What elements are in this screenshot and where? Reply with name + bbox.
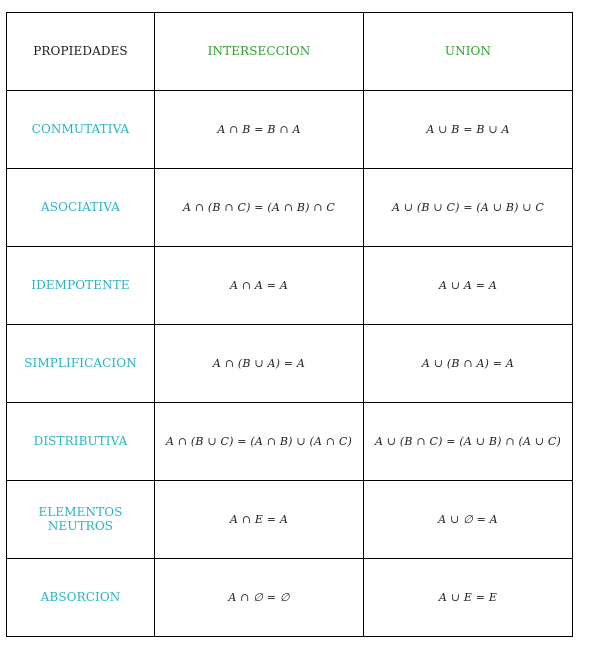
header-cell-union xyxy=(364,13,573,91)
property-name: IDEMPOTENTE xyxy=(31,277,130,292)
intersection-formula-cell xyxy=(155,481,364,559)
intersection-formula-cell xyxy=(155,325,364,403)
intersection-formula-cell xyxy=(155,169,364,247)
table-row xyxy=(7,325,573,403)
union-formula: A ∪ (B ∪ C) = (A ∪ B) ∪ C xyxy=(391,200,545,214)
header-cell-intersection xyxy=(155,13,364,91)
property-name: SIMPLIFICACION xyxy=(24,355,137,370)
header-union-label: UNION xyxy=(444,43,492,58)
intersection-formula: A ∩ B = B ∩ A xyxy=(217,122,301,136)
set-properties-table xyxy=(6,12,573,637)
union-formula-cell xyxy=(364,247,573,325)
header-intersection-label: INTERSECCION xyxy=(207,43,311,58)
intersection-formula-cell xyxy=(155,559,364,637)
property-name: DISTRIBUTIVA xyxy=(33,433,128,448)
union-formula: A ∪ ∅ = A xyxy=(438,512,498,526)
union-formula: A ∪ (B ∩ A) = A xyxy=(421,356,515,370)
intersection-formula: A ∩ E = A xyxy=(229,512,289,526)
union-formula-cell xyxy=(364,169,573,247)
property-name-cell xyxy=(7,91,155,169)
table-header-row xyxy=(7,13,573,91)
property-name: ELEMENTOS NEUTROS xyxy=(38,505,123,533)
union-formula-cell xyxy=(364,403,573,481)
property-name-cell xyxy=(7,247,155,325)
table-row xyxy=(7,169,573,247)
union-formula-cell xyxy=(364,91,573,169)
union-formula: A ∪ A = A xyxy=(438,278,498,292)
union-formula: A ∪ B = B ∪ A xyxy=(426,122,510,136)
property-name-cell xyxy=(7,325,155,403)
intersection-formula: A ∩ ∅ = ∅ xyxy=(228,590,290,604)
property-name-cell xyxy=(7,169,155,247)
table-row xyxy=(7,91,573,169)
header-cell-properties xyxy=(7,13,155,91)
table-row xyxy=(7,481,573,559)
union-formula-cell xyxy=(364,559,573,637)
intersection-formula-cell xyxy=(155,247,364,325)
property-name: CONMUTATIVA xyxy=(31,121,130,136)
table-row xyxy=(7,559,573,637)
intersection-formula: A ∩ A = A xyxy=(229,278,289,292)
union-formula-cell xyxy=(364,325,573,403)
property-name: ASOCIATIVA xyxy=(41,199,120,214)
property-name-cell xyxy=(7,559,155,637)
property-name-cell xyxy=(7,403,155,481)
intersection-formula-cell xyxy=(155,91,364,169)
intersection-formula-cell xyxy=(155,403,364,481)
table-row xyxy=(7,403,573,481)
union-formula-cell xyxy=(364,481,573,559)
header-properties-label: PROPIEDADES xyxy=(33,43,128,58)
table-row xyxy=(7,247,573,325)
property-name: ABSORCION xyxy=(40,589,121,604)
intersection-formula: A ∩ (B ∪ C) = (A ∩ B) ∪ (A ∩ C) xyxy=(165,434,353,448)
union-formula: A ∪ (B ∩ C) = (A ∪ B) ∩ (A ∪ C) xyxy=(374,434,562,448)
intersection-formula: A ∩ (B ∪ A) = A xyxy=(212,356,306,370)
intersection-formula: A ∩ (B ∩ C) = (A ∩ B) ∩ C xyxy=(182,200,336,214)
union-formula: A ∪ E = E xyxy=(438,590,498,604)
property-name-cell xyxy=(7,481,155,559)
